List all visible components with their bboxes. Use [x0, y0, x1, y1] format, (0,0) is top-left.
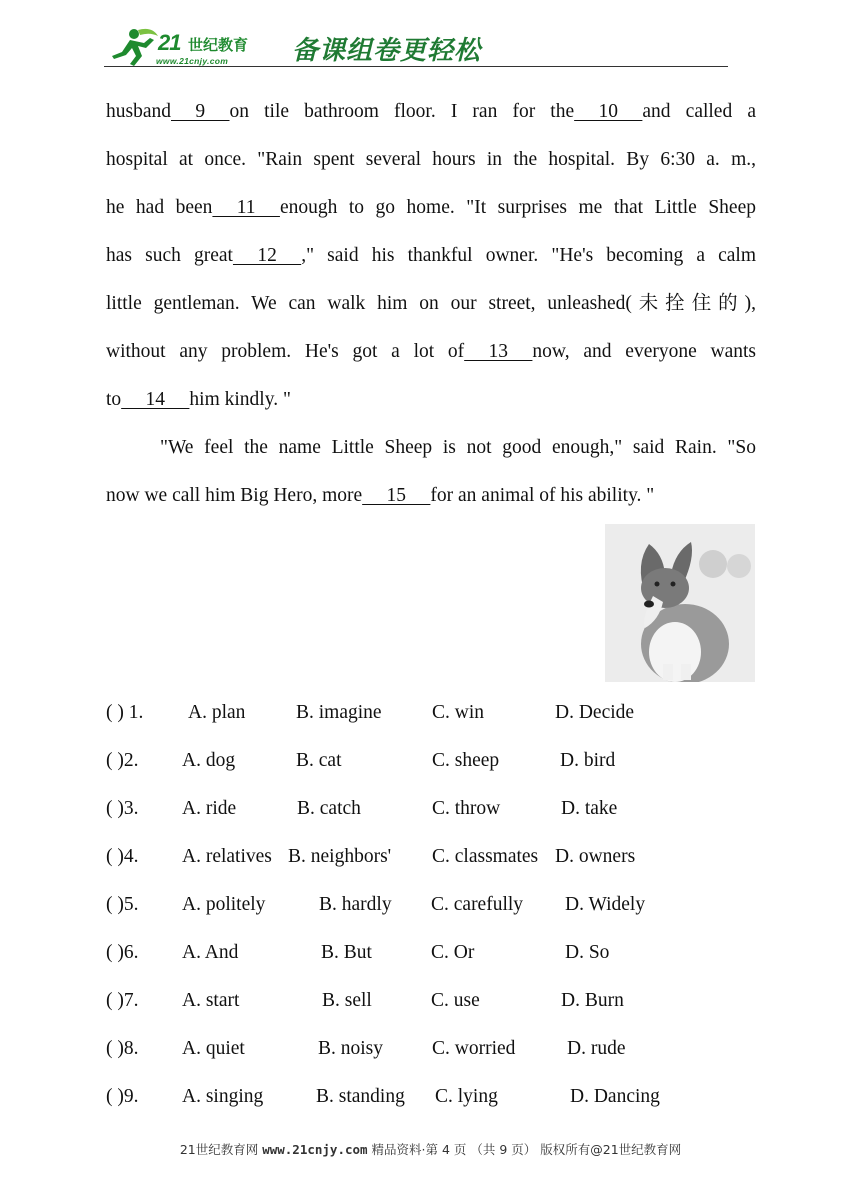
option-c[interactable]: C. lying — [435, 1086, 498, 1107]
option-c[interactable]: C. use — [431, 990, 480, 1011]
passage-line — [106, 472, 756, 520]
option-b[interactable]: B. sell — [322, 990, 372, 1011]
option-d[interactable]: D. So — [565, 942, 610, 963]
passage-text: enough to go home. "It surprises me that Little Sheep — [279, 197, 756, 218]
option-d[interactable]: D. Burn — [561, 990, 624, 1011]
passage-line — [106, 88, 756, 136]
option-b[interactable]: B. But — [321, 942, 372, 963]
logo-url: www.21cnjy.com — [156, 56, 229, 66]
option-d[interactable]: D. rude — [567, 1038, 626, 1059]
answer-blank[interactable]: 9 — [171, 101, 230, 122]
option-b[interactable]: B. noisy — [318, 1038, 384, 1059]
footer-prefix: 21世纪教育网 — [179, 1142, 259, 1157]
question-number[interactable]: ( )4. — [106, 846, 139, 867]
option-a[interactable]: A. singing — [182, 1086, 264, 1107]
option-c[interactable]: C. Or — [431, 942, 475, 963]
option-c[interactable]: C. throw — [432, 798, 501, 819]
logo-text: 世纪教育 — [188, 36, 249, 54]
option-b[interactable]: B. hardly — [319, 894, 392, 915]
option-a[interactable]: A. politely — [182, 894, 266, 915]
passage-text: now we call him Big Hero, more — [106, 485, 363, 506]
footer-url[interactable]: www.21cnjy.com — [262, 1142, 368, 1157]
passage-text: him kindly. " — [189, 389, 291, 410]
collie-dog-image — [605, 524, 755, 682]
header-slogan: 备课组卷更轻松 — [292, 36, 482, 66]
logo-number: 21 — [158, 30, 181, 55]
option-c[interactable]: C. worried — [432, 1038, 516, 1059]
option-a[interactable]: A. dog — [182, 750, 236, 771]
option-c[interactable]: C. sheep — [432, 750, 500, 771]
passage-text: now, and everyone wants — [532, 341, 756, 362]
passage-text: "We feel the name Little Sheep is not good enough," said Rain. "So — [160, 437, 756, 458]
answer-blank[interactable]: 12 — [232, 245, 302, 266]
page-header — [104, 24, 728, 72]
page-footer — [0, 1140, 861, 1158]
question-number[interactable]: ( ) 1. — [106, 702, 144, 723]
passage-line — [106, 328, 756, 376]
runner-logo-icon — [108, 26, 160, 66]
answer-blank[interactable]: 15 — [362, 485, 431, 506]
question-number[interactable]: ( )9. — [106, 1086, 139, 1107]
option-d[interactable]: D. Widely — [565, 894, 646, 915]
option-d[interactable]: D. Decide — [555, 702, 635, 723]
option-c[interactable]: C. win — [432, 702, 485, 723]
passage-text: for an animal of his ability. " — [430, 485, 655, 506]
answer-blank[interactable]: 14 — [121, 389, 190, 410]
header-divider — [104, 66, 728, 67]
passage-line — [106, 136, 756, 184]
option-a[interactable]: A. quiet — [182, 1038, 245, 1059]
passage-line — [106, 232, 756, 280]
footer-suffix: 精品资料·第 4 页 （共 9 页） 版权所有@21世纪教育网 — [371, 1142, 682, 1157]
passage-text: little gentleman. We can walk him on our street, unleashed(未拴住的), — [106, 293, 756, 314]
passage-text: to — [106, 389, 122, 410]
option-c[interactable]: C. carefully — [431, 894, 524, 915]
option-b[interactable]: B. cat — [296, 750, 342, 771]
option-b[interactable]: B. catch — [297, 798, 361, 819]
question-number[interactable]: ( )5. — [106, 894, 139, 915]
answer-blank[interactable]: 10 — [574, 101, 643, 122]
passage-text: ," said his thankful owner. "He's becoming a calm — [301, 245, 756, 266]
question-number[interactable]: ( )7. — [106, 990, 139, 1011]
answer-blank[interactable]: 13 — [464, 341, 533, 362]
passage-text: hospital at once. "Rain spent several hours in the hospital. By 6:30 a. m., — [106, 149, 756, 170]
passage-text: without any problem. He's got a lot of — [106, 341, 465, 362]
passage-text: has such great — [106, 245, 233, 266]
option-b[interactable]: B. neighbors' — [288, 846, 392, 867]
question-number[interactable]: ( )8. — [106, 1038, 139, 1059]
option-a[interactable]: A. And — [182, 942, 239, 963]
option-d[interactable]: D. owners — [555, 846, 636, 867]
passage-line — [106, 280, 756, 328]
passage-text: he had been — [106, 197, 213, 218]
option-a[interactable]: A. start — [182, 990, 240, 1011]
option-c[interactable]: C. classmates — [432, 846, 539, 867]
question-number[interactable]: ( )6. — [106, 942, 139, 963]
question-number[interactable]: ( )3. — [106, 798, 139, 819]
passage-text: on tile bathroom floor. I ran for the — [229, 101, 575, 122]
option-d[interactable]: D. take — [561, 798, 618, 819]
option-a[interactable]: A. relatives — [182, 846, 272, 867]
option-a[interactable]: A. plan — [188, 702, 246, 723]
option-d[interactable]: D. bird — [560, 750, 616, 771]
passage-line — [106, 376, 756, 424]
passage-text: husband — [106, 101, 171, 122]
passage-paragraph-2 — [106, 424, 756, 520]
passage-line — [106, 424, 756, 472]
passage-paragraph — [106, 88, 756, 424]
option-b[interactable]: B. imagine — [296, 702, 382, 723]
passage-line — [106, 184, 756, 232]
option-b[interactable]: B. standing — [316, 1086, 405, 1107]
passage-text: and called a — [642, 101, 756, 122]
dog-photo — [605, 524, 755, 682]
option-d[interactable]: D. Dancing — [570, 1086, 660, 1107]
answer-blank[interactable]: 11 — [212, 197, 280, 218]
option-a[interactable]: A. ride — [182, 798, 237, 819]
question-number[interactable]: ( )2. — [106, 750, 139, 771]
